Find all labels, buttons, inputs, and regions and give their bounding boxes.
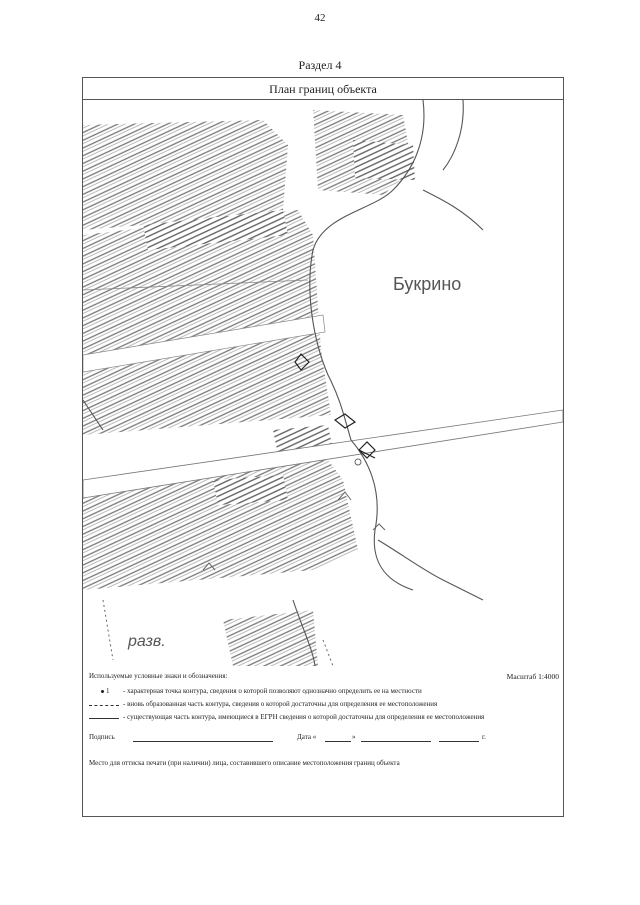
map-scale: Масштаб 1:4000 (506, 672, 559, 681)
dashed-line-icon (89, 700, 119, 709)
legend-item-text: - характерная точка контура, сведения о которой позволяют однозначно определить ее на местности (123, 687, 422, 695)
hatched-field-areas (83, 110, 415, 666)
solid-line-icon (89, 713, 119, 722)
year-suffix: г. (482, 733, 486, 741)
signature-label: Подпись (89, 733, 115, 741)
legend-item-point (89, 687, 559, 697)
legend-title: Используемые условные знаки и обозначения: (89, 672, 228, 680)
date-month-line (361, 741, 431, 742)
date-close: » (352, 733, 356, 741)
legend (89, 672, 559, 768)
legend-item-text: - существующая часть контура, имеющиеся в ЕГРН сведения о которой достаточны для определения ее местоположения (123, 713, 485, 721)
point-icon: 1 (89, 687, 119, 696)
boundary-map (83, 100, 563, 666)
plan-frame (82, 77, 564, 817)
signature-line (133, 741, 273, 742)
place-label: Букрино (393, 274, 462, 294)
date-label: Дата « (297, 733, 317, 741)
signature-row (89, 733, 559, 745)
stamp-note: Место для оттиска печати (при наличии) лица, составившего описание местоположения границ объекта (89, 759, 400, 767)
page-number: 42 (314, 12, 326, 24)
date-day-line (325, 741, 351, 742)
legend-item-new-contour (89, 700, 559, 710)
legend-item-existing-contour (89, 713, 559, 723)
legend-item-text: - вновь образованная часть контура, сведения о которой достаточны для определения ее местоположения (123, 700, 438, 708)
plan-title: План границ объекта (83, 78, 563, 100)
date-year-line (439, 741, 479, 742)
section-title: Раздел 4 (298, 58, 342, 72)
place-label-secondary: разв. (128, 633, 166, 650)
